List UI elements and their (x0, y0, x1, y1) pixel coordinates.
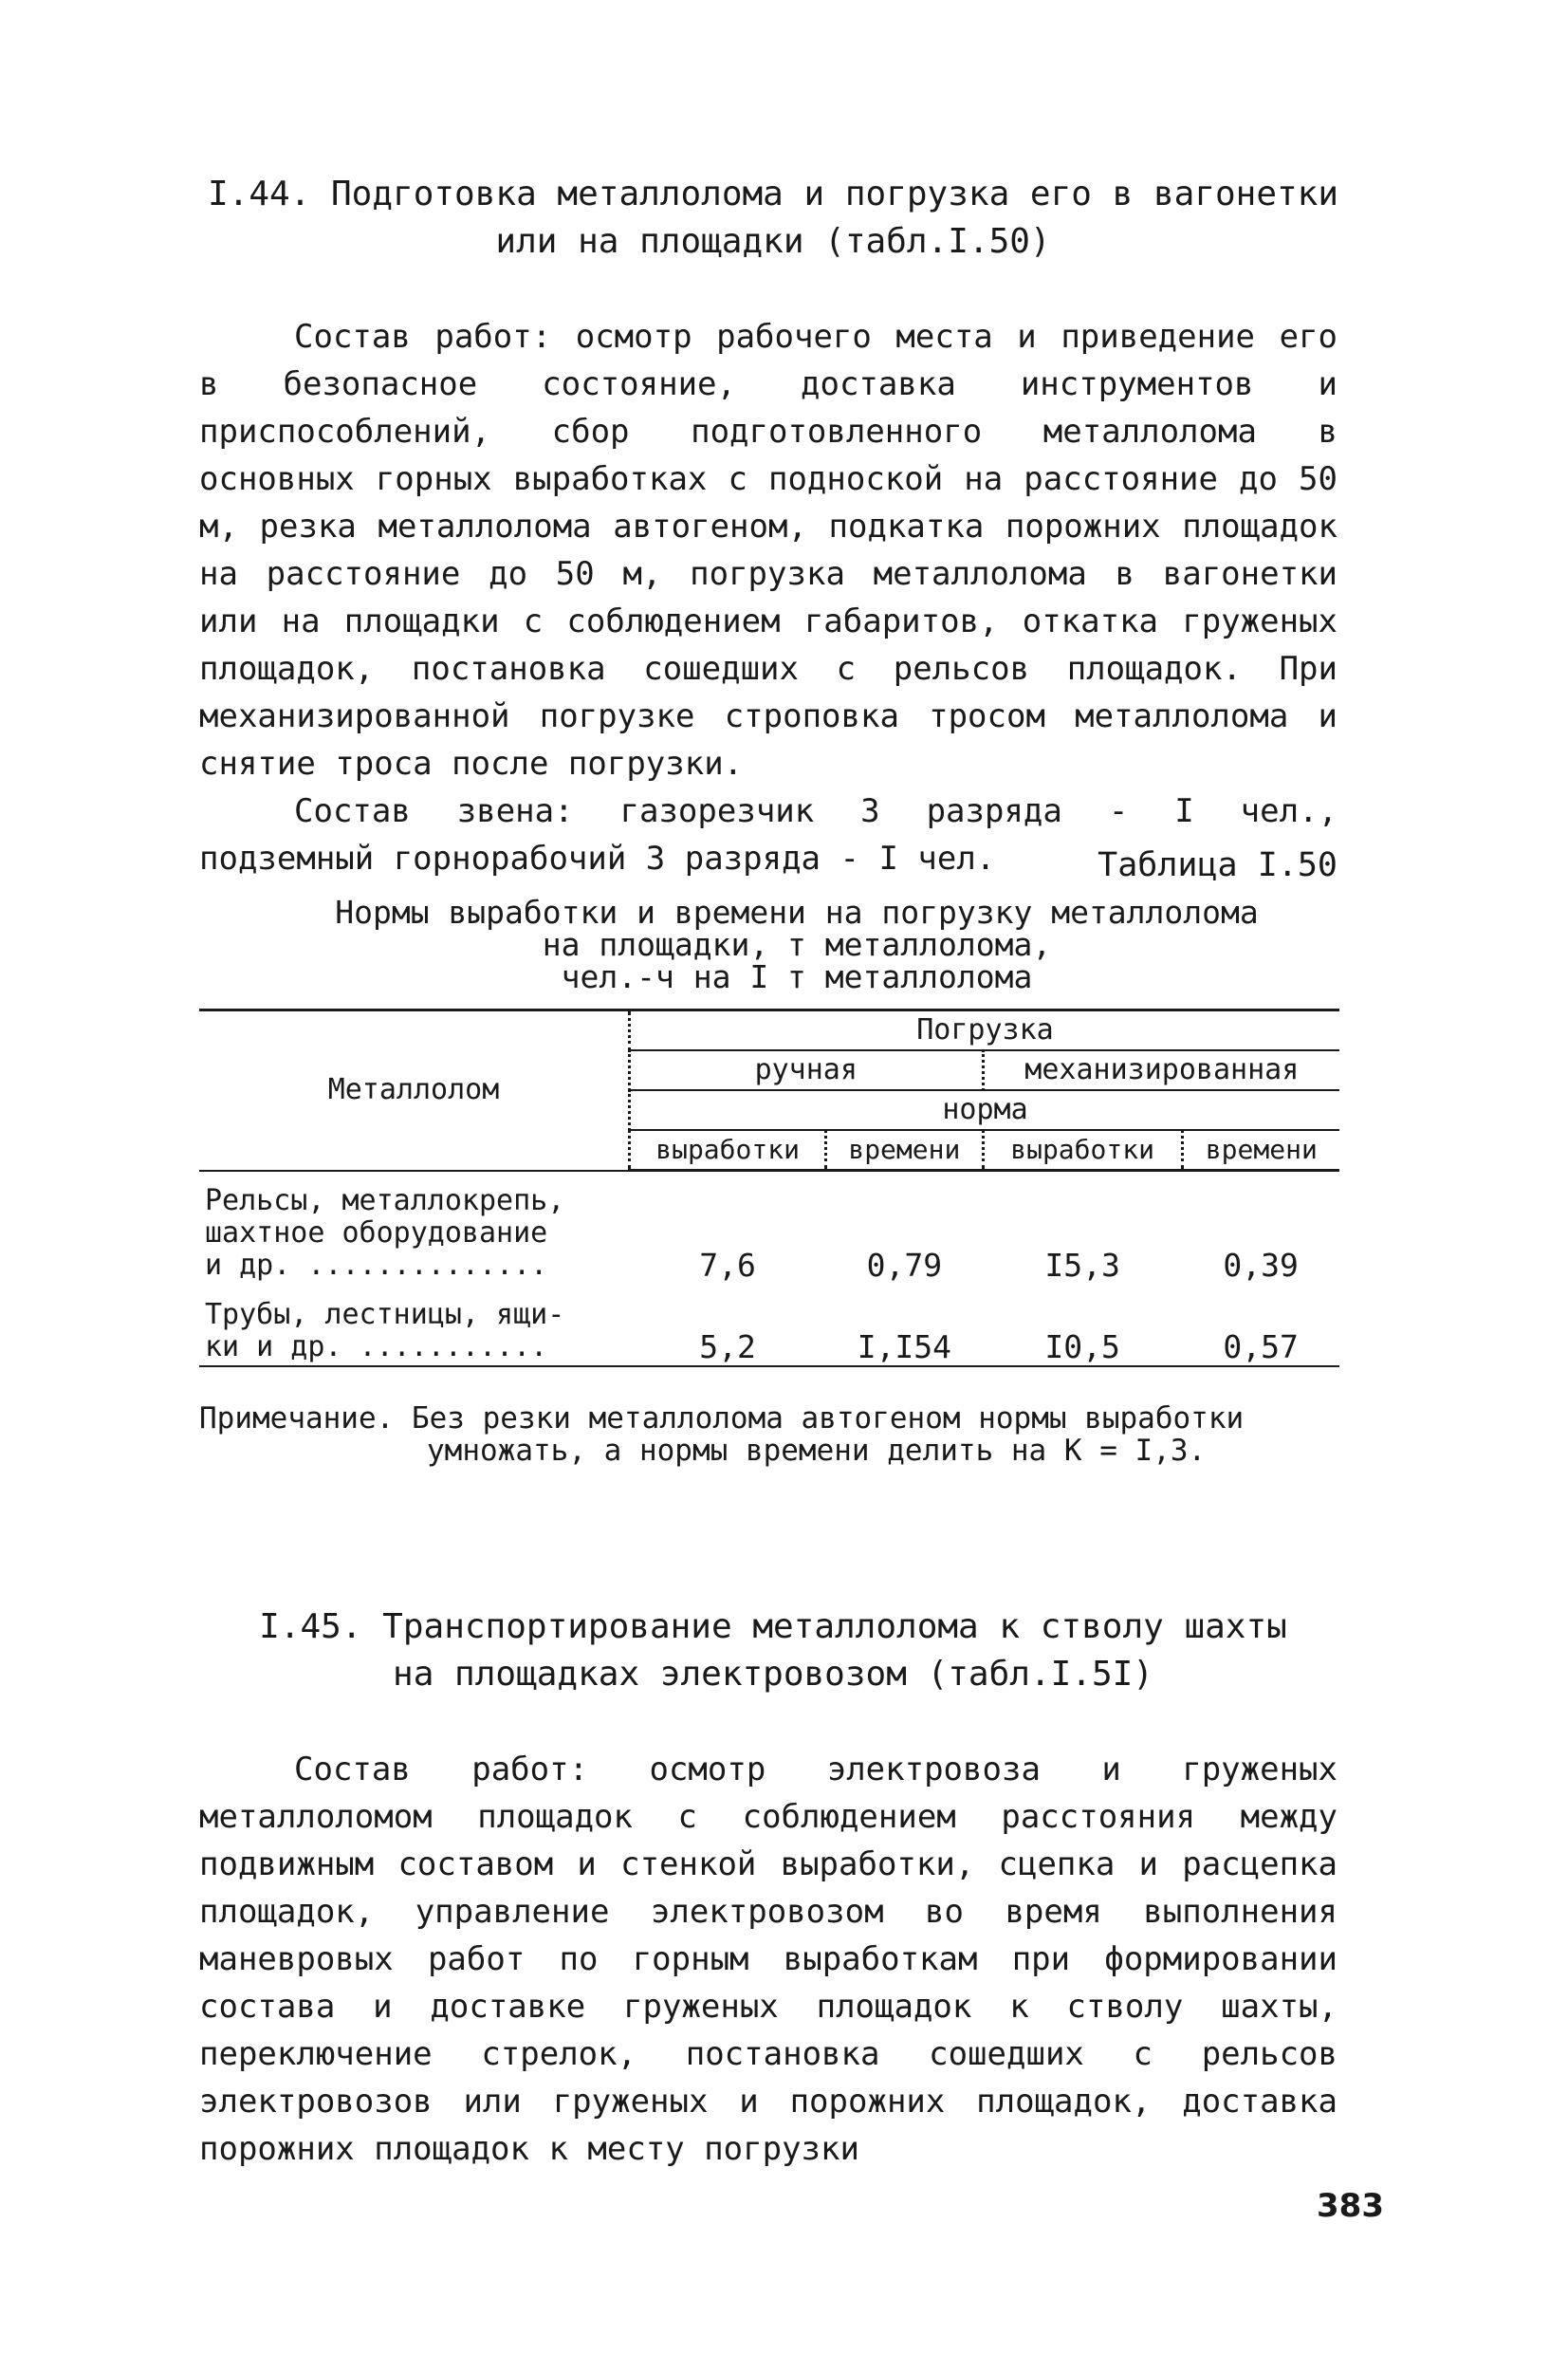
section-145-body (199, 1746, 1337, 2173)
manual-output-cell: 7,6 (699, 1246, 756, 1284)
table-title-line3: чел.-ч на I т металлолома (561, 958, 1033, 995)
composition-of-work-paragraph: Состав работ: осмотр рабочего места и приведение его в безопасное состояние, доставка инструментов и приспособлений, сбор подготовленного металлолома в основных горных выработках с подноской на расстояние до 50 м, резка металлолома автогеном, подкатка порожних площадок на расстояние до 50 м, погрузка металлолома в вагонетки или на площадки с соблюдением габаритов, откатка груженых площадок, постановка сошедших с рельсов площадок. При механизированной погрузке строповка тросом металлолома и снятие троса после погрузки. (199, 318, 1337, 783)
header-manual: ручная (630, 1050, 984, 1090)
section-144-heading-line2: или на площадки (табл.I.50) (495, 222, 1051, 261)
table-title (285, 894, 1309, 995)
row-name (199, 1171, 630, 1284)
table-title-line2: на площадки, т металлолома, (542, 926, 1052, 963)
header-manual-time: времени (826, 1130, 983, 1171)
row-name-line: и др. .............. (205, 1248, 548, 1282)
section-144-heading (190, 171, 1356, 266)
manual-time-cell: 0,79 (866, 1246, 943, 1284)
section-145-composition-paragraph: Состав работ: осмотр электровоза и груженых металлоломом площадок с соблюдением расстояния между подвижным составом и стенкой выработки, сцепка и расцепка площадок, управление электровозом во время выполнения маневровых работ по горным выработкам при формировании состава и доставке груженых площадок к стволу шахты, переключение стрелок, постановка сошедших с рельсов электровозов или груженых и порожних площадок, доставка порожних площадок к месту погрузки (199, 1751, 1337, 2168)
table-row (199, 1284, 1339, 1366)
manual-time-cell: I,I54 (826, 1284, 983, 1366)
table-number: Таблица I.50 (1098, 846, 1337, 884)
manual-output-cell: 5,2 (630, 1284, 826, 1366)
table-note-line1: Примечание. Без резки металлолома автогеном нормы выработки (199, 1401, 1245, 1436)
row-name-line: шахтное оборудование (205, 1215, 548, 1250)
table-row (199, 1171, 1339, 1284)
table-note (199, 1402, 1356, 1467)
table-note-line2: умножать, а нормы времени делить на К = I,3. (427, 1434, 1207, 1468)
row-name-line: Трубы, лестницы, ящи- (205, 1297, 565, 1331)
header-mech-time: времени (1182, 1130, 1339, 1171)
mech-output-cell: I0,5 (983, 1284, 1182, 1366)
section-144-heading-line1: I.44. Подготовка металлолома и погрузка его в вагонетки (207, 175, 1339, 213)
header-norm: норма (630, 1090, 1340, 1130)
mech-time-cell: 0,57 (1182, 1284, 1339, 1366)
page-number: 383 (1317, 2187, 1384, 2225)
header-loading: Погрузка (630, 1010, 1340, 1051)
section-145-heading (190, 1603, 1356, 1698)
row-name-line: ки и др. ........... (205, 1329, 548, 1363)
mech-time-cell: 0,39 (1223, 1246, 1299, 1284)
table-title-line1: Нормы выработки и времени на погрузку металлолома (335, 894, 1259, 931)
header-mech-output: выработки (983, 1130, 1182, 1171)
section-145-heading-line2: на площадках электровозом (табл.I.5I) (393, 1655, 1153, 1694)
header-manual-output: выработки (630, 1130, 826, 1171)
row-name-line: Рельсы, металлокрепь, (205, 1183, 565, 1217)
header-mechanized: механизированная (983, 1050, 1339, 1090)
section-145-heading-line1: I.45. Транспортирование металлолома к стволу шахты (259, 1607, 1287, 1646)
crew-composition-paragraph: Состав звена: газорезчик 3 разряда - I чел., подземный горнорабочий 3 разряда - I чел. (199, 792, 1337, 878)
mech-output-cell: I5,3 (1044, 1246, 1120, 1284)
header-metal: Металлолом (199, 1010, 630, 1171)
section-144-body (199, 313, 1337, 882)
norms-table (199, 1009, 1339, 1367)
row-name (199, 1284, 630, 1366)
